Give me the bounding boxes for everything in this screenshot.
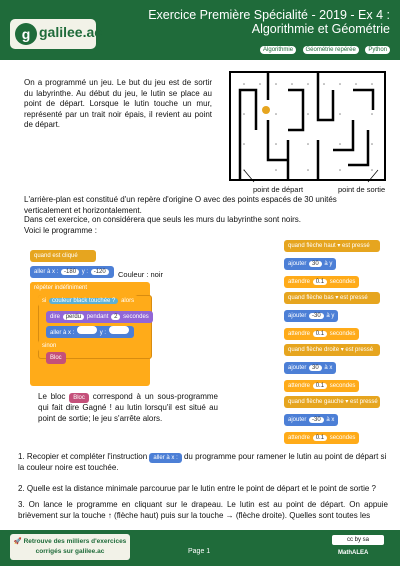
axis-label: à y (326, 313, 335, 319)
q1-before: Recopier et compléter l'instruction (26, 452, 148, 461)
question-2 (18, 484, 388, 495)
bloc-desc-before: Le bloc (38, 392, 66, 401)
move-label: ajouter (288, 417, 307, 423)
q1-after: du programme pour ramener le lutin au point de départ si la couleur noire est touchée. (18, 452, 387, 472)
tag-geometrie: Géométrie repérée (303, 46, 359, 54)
goto-xy-block[interactable] (30, 266, 114, 278)
move-value[interactable]: -30 (309, 313, 324, 319)
goto-short-label: aller à x : (50, 330, 75, 336)
y-short-label: y : (99, 330, 107, 336)
q1-number: 1. (18, 452, 25, 461)
exercise-title: Exercice Première Spécialité - 2019 - Ex 4 : Algorithmie et Géométrie (148, 8, 390, 36)
sec-label: secondes (329, 331, 356, 337)
move-value[interactable]: 30 (309, 261, 322, 267)
tag-list (258, 38, 390, 56)
event-left-wait (284, 432, 359, 444)
question-1 (18, 452, 388, 474)
y-empty-field[interactable] (109, 326, 129, 334)
event-left-hat: quand flèche gauche ▾ est pressé (284, 396, 380, 408)
bloc-inline: Bloc (69, 393, 89, 403)
exit-label: point de sortie (338, 185, 386, 194)
event-up-hat: quand flèche haut ▾ est pressé (284, 240, 380, 252)
wait-value[interactable]: 0.1 (313, 331, 327, 337)
if-label: si (42, 298, 47, 304)
logo-icon: g (15, 23, 37, 45)
wait-label: attendre (288, 435, 311, 441)
wait-label: attendre (288, 383, 311, 389)
bloc-desc-after: correspond à un sous-programme qui fait dire Gagné ! au lutin lorsqu'il est situé au point de sortie; le jeu s'arrête alors. (38, 392, 218, 423)
x-empty-field[interactable] (77, 326, 97, 334)
goto-incomplete-block[interactable] (46, 326, 134, 338)
goto-label: aller à x : (34, 269, 59, 275)
event-right-wait (284, 380, 359, 392)
move-value[interactable]: 30 (309, 365, 322, 371)
bloc-description (38, 392, 218, 424)
axis-label: à y (324, 261, 333, 267)
move-label: ajouter (288, 365, 307, 371)
event-down-wait (284, 328, 359, 340)
event-up-move (284, 258, 336, 270)
event-left-script[interactable] (284, 396, 380, 444)
galilee-logo[interactable] (10, 19, 103, 49)
promo-link[interactable]: 🚀 Retrouve des milliers d'exercices corrigés sur galilee.ac (10, 534, 130, 560)
secs-field[interactable]: 2 (111, 314, 120, 320)
say-text-field[interactable]: perdu (63, 314, 84, 320)
q1-inline-block: aller à x : (149, 453, 181, 463)
event-up-script[interactable] (284, 240, 380, 288)
say-block[interactable] (46, 311, 153, 323)
touch-color-condition[interactable]: couleur black touchée ? (49, 298, 118, 304)
sec-label: secondes (329, 435, 356, 441)
event-down-script[interactable] (284, 292, 380, 340)
pendant-label: pendant (86, 314, 109, 320)
if-header (38, 295, 138, 307)
when-flag-block[interactable] (30, 250, 96, 262)
event-right-move (284, 362, 336, 374)
forever-label: répéter indéfiniment (30, 282, 91, 294)
event-up-wait (284, 276, 359, 288)
wait-value[interactable]: 0.1 (313, 435, 327, 441)
wait-value[interactable]: 0.1 (313, 279, 327, 285)
license-badge: cc by sa (332, 535, 384, 545)
brand-label: MathALEA (338, 550, 369, 556)
wait-label: attendre (288, 331, 311, 337)
event-left-move (284, 414, 338, 426)
x-field[interactable]: -180 (61, 269, 79, 275)
wait-label: attendre (288, 279, 311, 285)
logo-text: galilee.ac (39, 24, 103, 40)
walls-note: Dans cet exercice, on considérera que seuls les murs du labyrinthe sont noirs. (24, 215, 302, 224)
else-label: sinon (38, 340, 60, 352)
sec-label: secondes (329, 383, 356, 389)
background-description: L'arrière-plan est constitué d'un repère d'origine O avec des points espacés de 30 unités verticalement et horizontalement. (24, 195, 337, 215)
y-field[interactable]: -120 (91, 269, 109, 275)
move-label: ajouter (288, 313, 307, 319)
then-label: alors (121, 298, 135, 304)
q3-text: On lance le programme en cliquant sur le drapeau. Le lutin est au point de départ. On appuie brièvement sur la touche ↑ (flèche haut) puis sur la touche → (flèche droite). Quelles sont toutes les (18, 500, 388, 520)
sec-label: secondes (329, 279, 356, 285)
event-right-hat: quand flèche droite ▾ est pressé (284, 344, 380, 356)
question-3 (18, 500, 388, 521)
q2-text: Quelle est la distance minimale parcourue par le lutin entre le point de départ et le point de sortie ? (26, 484, 376, 493)
axis-label: à x (324, 365, 333, 371)
event-down-hat: quand flèche bas ▾ est pressé (284, 292, 380, 304)
y-label: y : (81, 269, 89, 275)
axis-label: à x (326, 417, 335, 423)
say-label: dire (50, 314, 61, 320)
tag-python: Python (365, 46, 390, 54)
wait-value[interactable]: 0.1 (313, 383, 327, 389)
q2-number: 2. (18, 484, 25, 493)
intro-text: On a programmé un jeu. Le but du jeu est de sortir du labyrinthe. Au début du jeu, le lutin se place au point de départ. Lorsque le lutin touche un mur, représenté par un trait noir épais, il revient au point de départ. (24, 78, 212, 129)
secondes-label: secondes (123, 314, 149, 320)
when-flag-label: quand est cliqué (34, 253, 78, 259)
q3-number: 3. (18, 500, 25, 509)
event-down-move (284, 310, 338, 322)
move-value[interactable]: -30 (309, 417, 324, 423)
event-right-script[interactable] (284, 344, 380, 392)
bloc-block[interactable]: Bloc (46, 352, 66, 364)
program-intro: Voici le programme : (24, 226, 97, 235)
start-label: point de départ (253, 185, 304, 194)
sprite-icon (262, 106, 270, 114)
page-number: Page 1 (188, 548, 211, 555)
move-label: ajouter (288, 261, 307, 267)
color-note: Couleur : noir (118, 270, 164, 279)
tag-algorithmie: Algorithmie (260, 46, 296, 54)
